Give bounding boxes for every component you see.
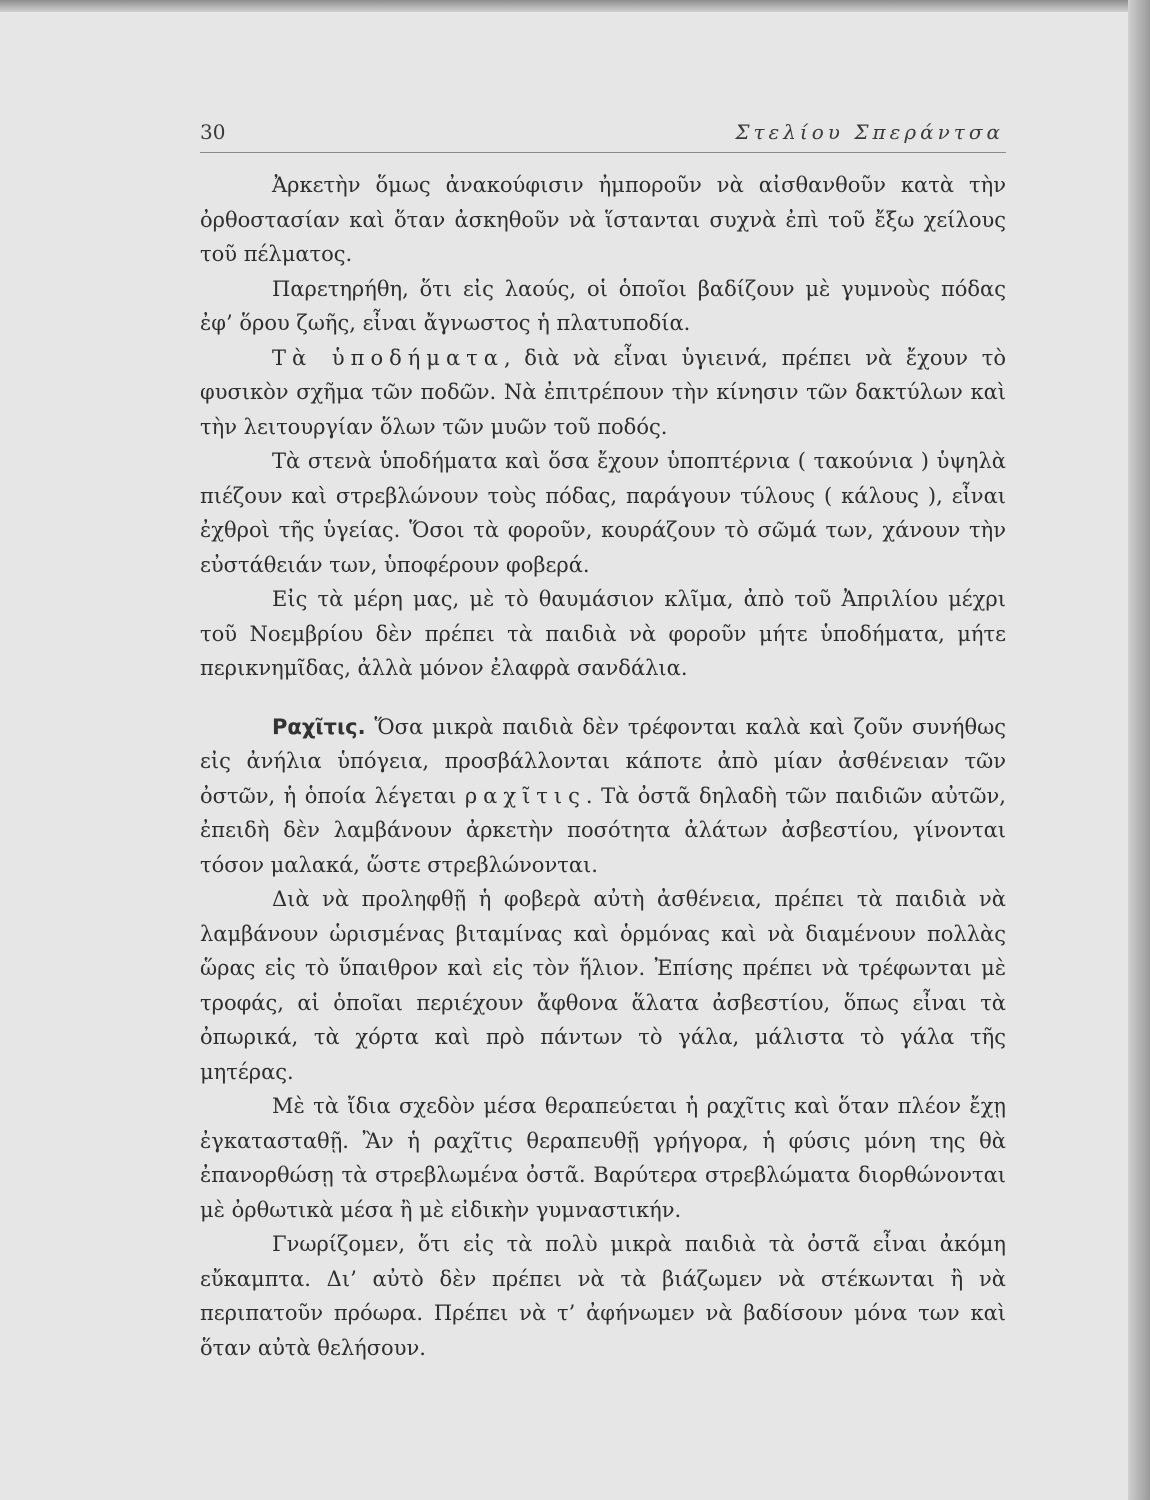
body-text: [200, 168, 1006, 1365]
paragraph-3-text: , διὰ νὰ εἶναι ὑγιεινά, πρέπει νὰ ἔχουν τὸ φυσικὸν σχῆμα τῶν ποδῶν. Νὰ ἐπιτρέπουν τὴν κίνησιν τῶν δακτύλων καὶ τὴν λειτουργίαν ὅλων τῶν μυῶν τοῦ ποδός.: [200, 345, 1006, 439]
section-title-rickets: Ραχῖτις.: [272, 714, 366, 739]
paragraph-3: [200, 341, 1006, 445]
spaced-term-shoes: Τὰ ὑποδήματα: [272, 345, 504, 370]
paragraph-9: Γνωρίζομεν, ὅτι εἰς τὰ πολὺ μικρὰ παιδιὰ τὰ ὀστᾶ εἶναι ἀκόμη εὔκαμπτα. Δι’ αὐτὸ δὲν πρέπει νὰ τὰ βιάζωμεν νὰ στέκωνται ἢ νὰ περιπατοῦν πρόωρα. Πρέπει νὰ τ’ ἀφήνωμεν νὰ βαδίσουν μόνα των καὶ ὅταν αὐτὰ θελήσουν.: [200, 1232, 1006, 1360]
paragraph-8: Μὲ τὰ ἴδια σχεδὸν μέσα θεραπεύεται ἡ ραχῖτις καὶ ὅταν πλέον ἔχῃ ἐγκατασταθῇ. Ἂν ἡ ραχῖτις θεραπευθῇ γρήγορα, ἡ φύσις μόνη της θὰ ἐπανορθώσῃ τὰ στρεβλωμένα ὀστᾶ. Βαρύτερα στρεβλώματα διορθώνονται μὲ ὀρθωτικὰ μέσα ἢ μὲ εἰδικὴν γυμναστικήν.: [200, 1094, 1006, 1222]
page-header: [200, 116, 1006, 153]
scan-right-edge: [1128, 0, 1150, 1500]
running-head: Στελίου Σπεράντσα: [735, 120, 1004, 144]
paragraph-6-end: . Τὰ ὀστᾶ δηλαδὴ τῶν παιδιῶν αὐτῶν, ἐπειδὴ δὲν λαμβάνουν ἀρκετὴν ποσότητα ἀλάτων ἀσβεστίου, γίνονται τόσον μαλακά, ὥστε στρεβλώνονται.: [200, 783, 1006, 877]
paragraph-1: Ἀρκετὴν ὅμως ἀνακούφισιν ἠμποροῦν νὰ αἰσθανθοῦν κατὰ τὴν ὀρθοστασίαν καὶ ὅταν ἀσκηθοῦν νὰ ἵστανται συχνὰ ἐπὶ τοῦ ἔξω χείλους τοῦ πέλματος.: [200, 173, 1006, 266]
paragraph-5: Εἰς τὰ μέρη μας, μὲ τὸ θαυμάσιον κλῖμα, ἀπὸ τοῦ Ἀπριλίου μέχρι τοῦ Νοεμβρίου δὲν πρέπει τὰ παιδιὰ νὰ φοροῦν μήτε ὑποδήματα, μήτε περικνημῖδας, ἀλλὰ μόνον ἐλαφρὰ σανδάλια.: [200, 587, 1006, 680]
paragraph-6-start: Ὅσα μικρὰ παιδιὰ δὲν τρέφονται καλὰ καὶ ζοῦν συνήθως εἰς ἀνήλια ὑπόγεια, προσβάλλονται κάποτε ἀπὸ μίαν ἀσθένειαν τῶν ὀστῶν, ἡ ὁποία λέγεται: [200, 714, 1006, 808]
paragraph-rickets: [200, 710, 1006, 883]
paragraph-2: Παρετηρήθη, ὅτι εἰς λαούς, οἱ ὁποῖοι βαδίζουν μὲ γυμνοὺς πόδας ἐφ’ ὅρου ζωῆς, εἶναι ἄγνωστος ἡ πλατυποδία.: [200, 276, 1006, 335]
paragraph-7: Διὰ νὰ προληφθῇ ἡ φοβερὰ αὐτὴ ἀσθένεια, πρέπει τὰ παιδιὰ νὰ λαμβάνουν ὡρισμένας βιταμίνας καὶ ὁρμόνας καὶ νὰ διαμένουν πολλὰς ὥρας εἰς τὸ ὕπαιθρον καὶ εἰς τὸν ἥλιον. Ἐπίσης πρέπει νὰ τρέφωνται μὲ τροφάς, αἱ ὁποῖαι περιέχουν ἄφθονα ἅλατα ἀσβεστίου, ὅπως εἶναι τὰ ὀπωρικά, τὰ χόρτα καὶ πρὸ πάντων τὸ γάλα, μάλιστα τὸ γάλα τῆς μητέρας.: [200, 887, 1006, 1084]
scan-top-edge: [0, 0, 1150, 12]
page-number: 30: [200, 120, 226, 144]
paragraph-4: Τὰ στενὰ ὑποδήματα καὶ ὅσα ἔχουν ὑποπτέρνια ( τακούνια ) ὑψηλὰ πιέζουν καὶ στρεβλώνουν τοὺς πόδας, παράγουν τύλους ( κάλους ), εἶναι ἐχθροὶ τῆς ὑγείας. Ὅσοι τὰ φοροῦν, κουράζουν τὸ σῶμά των, χάνουν τὴν εὐστάθειάν των, ὑποφέρουν φοβερά.: [200, 449, 1006, 577]
spaced-term-rickets: ραχῖτις: [464, 783, 586, 808]
